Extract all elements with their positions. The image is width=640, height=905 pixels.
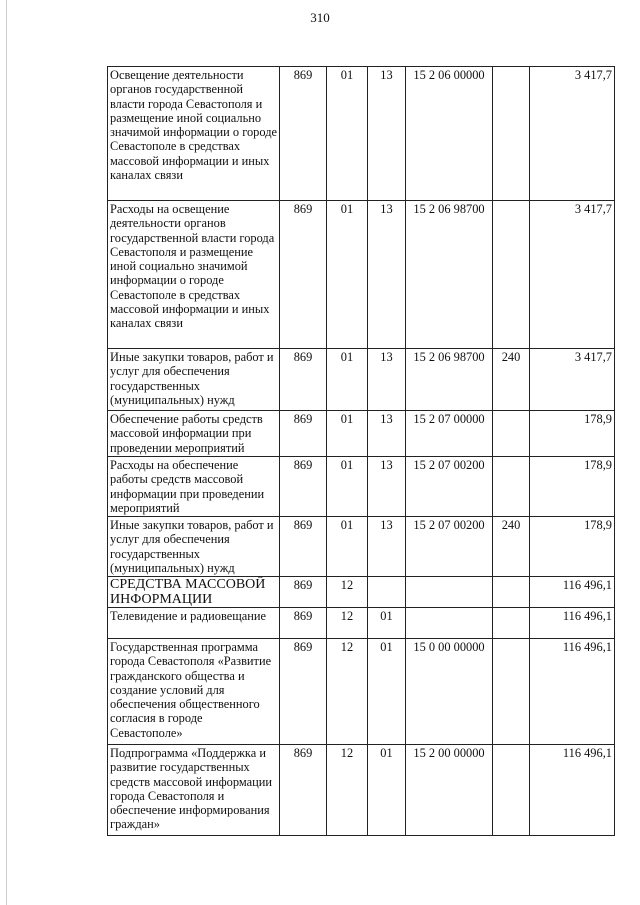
row-vr [493,639,530,745]
row-csr: 15 2 00 00000 [406,745,493,836]
row-grbs: 869 [280,517,327,577]
row-pr [368,577,406,608]
row-vr [493,201,530,349]
row-pr: 13 [368,517,406,577]
row-grbs: 869 [280,201,327,349]
row-rz: 12 [327,745,368,836]
row-amount: 3 417,7 [530,349,615,411]
row-name: Иные закупки товаров, работ и услуг для обеспечения государственных (муниципальных) нужд [108,517,280,577]
row-vr [493,745,530,836]
row-amount: 3 417,7 [530,201,615,349]
row-name: Расходы на обеспечение работы средств массовой информации при проведении мероприятий [108,457,280,517]
row-csr [406,577,493,608]
row-pr: 13 [368,67,406,201]
row-pr: 01 [368,745,406,836]
row-rz: 01 [327,201,368,349]
row-pr: 13 [368,201,406,349]
row-rz: 01 [327,517,368,577]
row-amount: 178,9 [530,411,615,457]
row-name: Обеспечение работы средств массовой информации при проведении мероприятий [108,411,280,457]
row-grbs: 869 [280,457,327,517]
row-rz: 01 [327,349,368,411]
row-amount: 116 496,1 [530,639,615,745]
row-grbs: 869 [280,608,327,639]
budget-table [107,66,615,836]
row-name: Иные закупки товаров, работ и услуг для обеспечения государственных (муниципальных) нужд [108,349,280,411]
row-pr: 01 [368,639,406,745]
row-vr: 240 [493,517,530,577]
row-name: Расходы на освещение деятельности органов государственной власти города Севастополя и размещение иной социально значимой информации о городе Севастополе в средствах массовой информации и иных каналах связи [108,201,280,349]
row-name: Телевидение и радиовещание [108,608,280,639]
table-row [108,608,615,639]
row-rz: 12 [327,577,368,608]
row-vr [493,577,530,608]
row-name: СРЕДСТВА МАССОВОЙ ИНФОРМАЦИИ [108,577,280,608]
row-rz: 01 [327,457,368,517]
table-row [108,639,615,745]
row-csr: 15 2 07 00000 [406,411,493,457]
row-vr [493,411,530,457]
row-rz: 12 [327,639,368,745]
row-pr: 01 [368,608,406,639]
row-amount: 3 417,7 [530,67,615,201]
row-vr [493,608,530,639]
row-csr: 15 2 06 98700 [406,201,493,349]
row-grbs: 869 [280,577,327,608]
table-row [108,745,615,836]
row-name: Освещение деятельности органов государственной власти города Севастополя и размещение иной социально значимой информации о городе Севастополе в средствах массовой информации и иных каналах связи [108,67,280,201]
table-row [108,517,615,577]
row-amount: 116 496,1 [530,608,615,639]
row-csr: 15 2 06 00000 [406,67,493,201]
row-grbs: 869 [280,349,327,411]
table-row [108,411,615,457]
page-number: 310 [310,10,330,25]
table-row [108,349,615,411]
row-pr: 13 [368,457,406,517]
row-name: Подпрограмма «Поддержка и развитие государственных средств массовой информации города Севастополя и обеспечение информирования граждан» [108,745,280,836]
scan-edge-line [6,0,7,905]
row-grbs: 869 [280,411,327,457]
row-csr: 15 0 00 00000 [406,639,493,745]
row-rz: 01 [327,67,368,201]
row-csr: 15 2 06 98700 [406,349,493,411]
row-amount: 178,9 [530,457,615,517]
row-grbs: 869 [280,67,327,201]
row-pr: 13 [368,411,406,457]
row-amount: 178,9 [530,517,615,577]
row-vr [493,67,530,201]
table-row [108,457,615,517]
table-row [108,201,615,349]
row-vr [493,457,530,517]
row-grbs: 869 [280,745,327,836]
row-vr: 240 [493,349,530,411]
row-csr: 15 2 07 00200 [406,517,493,577]
row-csr [406,608,493,639]
row-grbs: 869 [280,639,327,745]
row-name: Государственная программа города Севастополя «Развитие гражданского общества и создание условий для обеспечения общественного согласия в городе Севастополе» [108,639,280,745]
table-row [108,67,615,201]
row-pr: 13 [368,349,406,411]
row-rz: 01 [327,411,368,457]
row-csr: 15 2 07 00200 [406,457,493,517]
row-rz: 12 [327,608,368,639]
table-row [108,577,615,608]
row-amount: 116 496,1 [530,745,615,836]
row-amount: 116 496,1 [530,577,615,608]
